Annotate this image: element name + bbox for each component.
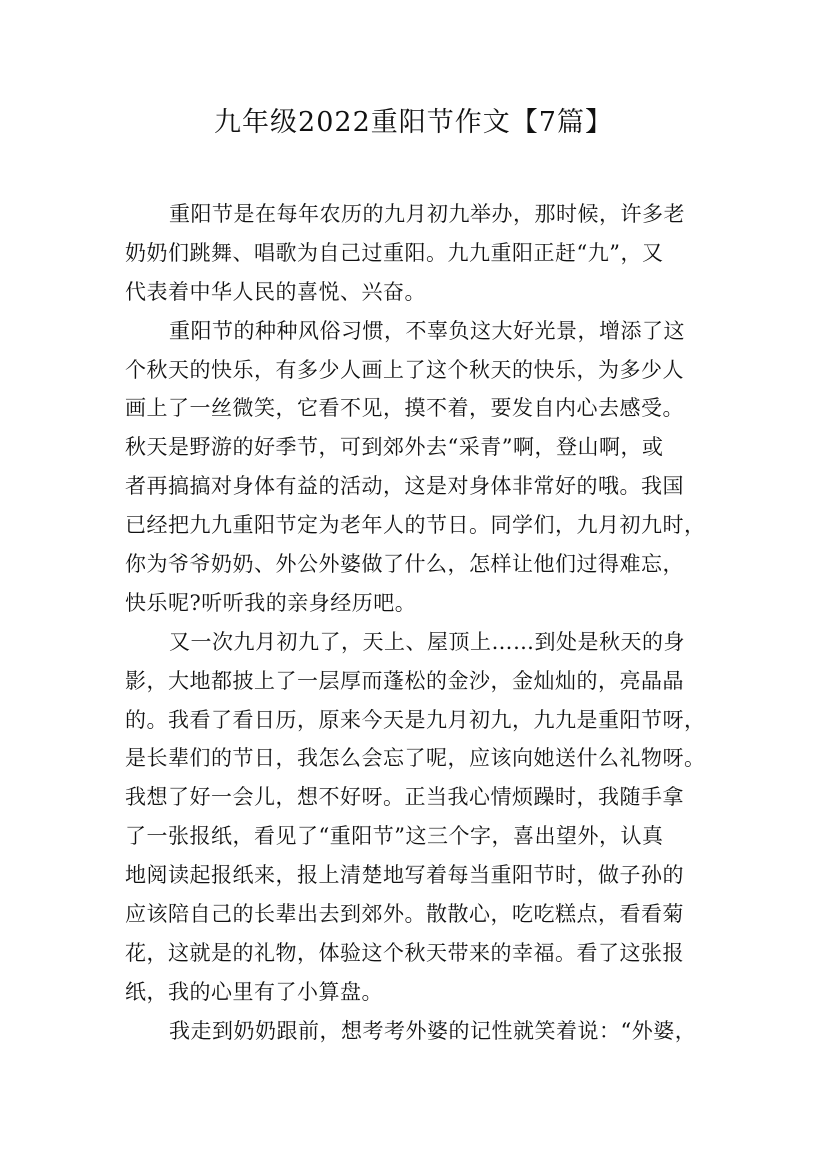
paragraph-3-line-2: 影，大地都披上了一层厚而蓬松的金沙，金灿灿的，亮晶晶	[125, 668, 684, 693]
paragraph-2-line-2: 个秋天的快乐，有多少人画上了这个秋天的快乐，为多少人	[125, 357, 684, 382]
paragraph-3-line-5: 我想了好一会儿，想不好呀。正当我心情烦躁时，我随手拿	[125, 785, 684, 810]
paragraph-2-line-4: 秋天是野游的好季节，可到郊外去“采青”啊，登山啊，或	[125, 435, 664, 460]
paragraph-3-line-7: 地阅读起报纸来，报上清楚地写着每当重阳节时，做子孙的	[125, 863, 684, 888]
paragraph-3-line-4: 是长辈们的节日，我怎么会忘了呢，应该向她送什么礼物呀。	[125, 746, 706, 771]
paragraph-4-line-1: 我走到奶奶跟前，想考考外婆的记性就笑着说：“外婆，	[169, 1018, 697, 1043]
paragraph-2-line-6: 已经把九九重阳节定为老年人的节日。同学们，九月初九时，	[125, 513, 706, 538]
paragraph-1-line-3: 代表着中华人民的喜悦、兴奋。	[125, 279, 426, 304]
paragraph-2-line-8: 快乐呢?听听我的亲身经历吧。	[125, 590, 417, 615]
paragraph-2-line-5: 者再搞搞对身体有益的活动，这是对身体非常好的哦。我国	[125, 474, 684, 499]
document-body	[125, 195, 710, 1051]
paragraph-3-line-9: 花，这就是的礼物，体验这个秋天带来的幸福。看了这张报	[125, 940, 684, 965]
paragraph-3-line-8: 应该陪自己的长辈出去到郊外。散散心，吃吃糕点，看看菊	[125, 902, 684, 927]
paragraph-3-line-10: 纸，我的心里有了小算盘。	[125, 979, 383, 1004]
paragraph-2-line-3: 画上了一丝微笑，它看不见，摸不着，要发自内心去感受。	[125, 396, 684, 421]
paragraph-3-line-1: 又一次九月初九了，天上、屋顶上……到处是秋天的身	[169, 629, 685, 654]
document-title: 九年级2022重阳节作文【7篇】	[214, 107, 613, 138]
paragraph-2-line-7: 你为爷爷奶奶、外公外婆做了什么，怎样让他们过得难忘，	[125, 552, 684, 577]
paragraph-3-line-3: 的。我看了看日历，原来今天是九月初九，九九是重阳节呀，	[125, 707, 706, 732]
paragraph-1-line-2: 奶奶们跳舞、唱歌为自己过重阳。九九重阳正赶“九”，又	[125, 240, 664, 265]
paragraph-2-line-1: 重阳节的种种风俗习惯，不辜负这大好光景，增添了这	[169, 318, 685, 343]
paragraph-3-line-6: 了一张报纸，看见了“重阳节”这三个字，喜出望外，认真	[125, 824, 664, 849]
paragraph-1-line-1: 重阳节是在每年农历的九月初九举办，那时候，许多老	[169, 202, 685, 226]
